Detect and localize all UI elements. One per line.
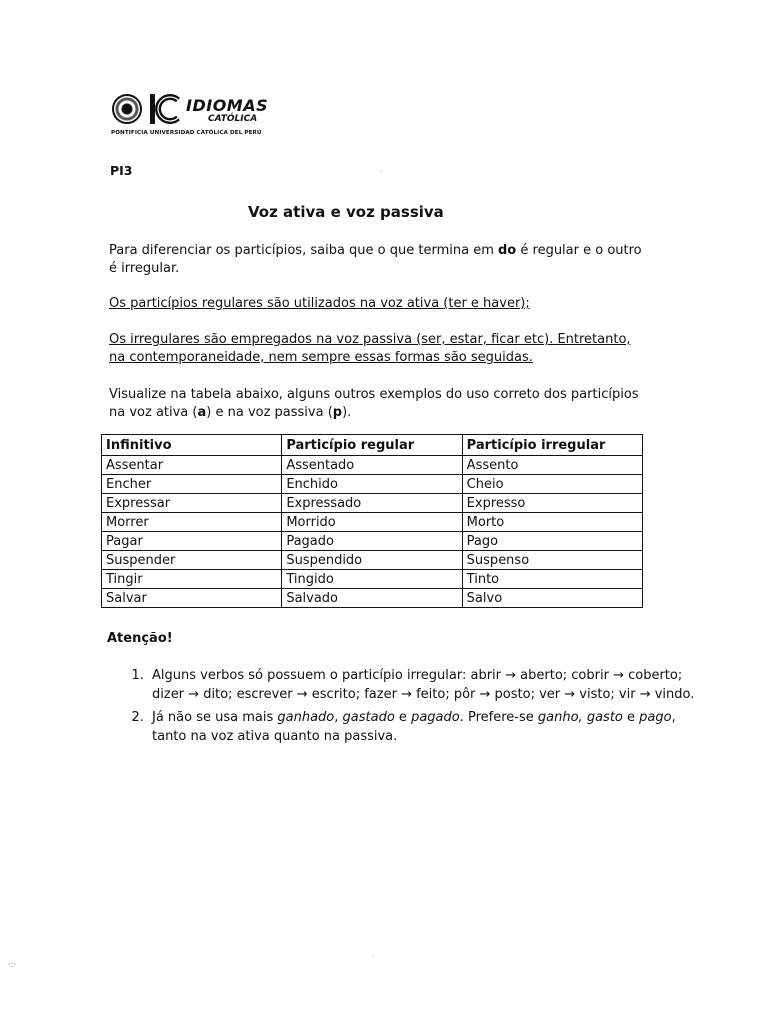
cell-infinitive: Morrer xyxy=(102,513,282,532)
table-intro-text-1: Visualize na tabela abaixo, alguns outros exemplos do uso correto dos particípios na voz ativa ( xyxy=(109,387,639,420)
cell-irregular: Morto xyxy=(462,513,642,532)
table-header-row xyxy=(102,435,643,456)
cell-regular: Pagado xyxy=(282,532,462,551)
table-row xyxy=(102,589,643,608)
cell-infinitive: Expressar xyxy=(102,494,282,513)
cell-irregular: Salvo xyxy=(462,589,642,608)
table-row xyxy=(102,513,643,532)
scan-speck: ˙ xyxy=(379,170,383,179)
irregular-participle-note: Os irregulares são empregados na voz passiva (ser, estar, ficar etc). Entretanto, na contemporaneidade, nem sempre essas formas são seguidas. xyxy=(109,332,631,365)
notes-list xyxy=(108,666,696,750)
cell-irregular: Assento xyxy=(462,456,642,475)
note-text: , xyxy=(334,710,343,725)
cell-irregular: Cheio xyxy=(462,475,642,494)
table-row xyxy=(102,456,643,475)
cell-regular: Salvado xyxy=(282,589,462,608)
intro-text-2: é regular e o outro é irregular. xyxy=(109,243,642,276)
header-infinitive: Infinitivo xyxy=(102,435,282,456)
note-text: Já não se usa mais xyxy=(152,710,278,725)
cell-infinitive: Assentar xyxy=(102,456,282,475)
scan-specks: ·:· xyxy=(8,960,16,969)
page-title: Voz ativa e voz passiva xyxy=(248,203,444,221)
note-italic: ganho, xyxy=(537,710,583,725)
table-row xyxy=(102,494,643,513)
ic-logo-icon xyxy=(148,92,182,126)
cell-infinitive: Encher xyxy=(102,475,282,494)
cell-infinitive: Salvar xyxy=(102,589,282,608)
intro-paragraph xyxy=(109,242,649,278)
header-regular: Particípio regular xyxy=(282,435,462,456)
regular-participle-note: Os particípios regulares são utilizados na voz ativa (ter e haver); xyxy=(109,296,530,311)
logo-brand-sub: CATÓLICA xyxy=(208,114,258,124)
logo-brand: IDIOMAS xyxy=(186,96,269,115)
cell-infinitive: Suspender xyxy=(102,551,282,570)
note-text: . Prefere-se xyxy=(459,710,538,725)
university-name: PONTIFICIA UNIVERSIDAD CATÓLICA DEL PERÚ xyxy=(111,130,262,136)
table-intro-paragraph xyxy=(109,386,654,422)
note-italic: gastado xyxy=(342,710,395,725)
cell-irregular: Expresso xyxy=(462,494,642,513)
table-row xyxy=(102,551,643,570)
cell-infinitive: Pagar xyxy=(102,532,282,551)
note-italic: gasto xyxy=(586,710,623,725)
cell-irregular: Tinto xyxy=(462,570,642,589)
note-italic: ganhado xyxy=(277,710,335,725)
institution-logo xyxy=(108,92,308,140)
intro-bold: do xyxy=(498,243,517,258)
scan-speck: ˙ xyxy=(371,955,375,964)
table-row xyxy=(102,475,643,494)
note-text: , tanto na voz ativa quanto na passiva. xyxy=(152,710,676,744)
note-text: e xyxy=(622,710,640,725)
active-voice-letter: a xyxy=(197,405,207,420)
cell-regular: Suspendido xyxy=(282,551,462,570)
cell-regular: Morrido xyxy=(282,513,462,532)
table-row xyxy=(102,570,643,589)
table-intro-text-3: ). xyxy=(342,405,352,420)
document-code: PI3 xyxy=(110,163,133,178)
cell-irregular: Suspenso xyxy=(462,551,642,570)
note-italic: pago xyxy=(639,710,672,725)
attention-heading: Atenção! xyxy=(107,631,173,646)
intro-text-1: Para diferenciar os particípios, saiba que o que termina em xyxy=(109,243,498,258)
table-row xyxy=(102,532,643,551)
cell-regular: Expressado xyxy=(282,494,462,513)
cell-regular: Enchido xyxy=(282,475,462,494)
header-irregular: Particípio irregular xyxy=(462,435,642,456)
note-italic: pagado xyxy=(411,710,460,725)
university-seal-icon xyxy=(112,94,142,124)
list-item xyxy=(148,708,696,746)
participles-table xyxy=(101,434,643,608)
cell-regular: Assentado xyxy=(282,456,462,475)
list-item: 1. Alguns verbos só possuem o particípio irregular: abrir → aberto; cobrir → coberto; dizer → dito; escrever → escrito; fazer → feito; pôr → posto; ver → visto; vir → vindo. xyxy=(148,666,696,704)
cell-infinitive: Tingir xyxy=(102,570,282,589)
cell-irregular: Pago xyxy=(462,532,642,551)
cell-regular: Tingido xyxy=(282,570,462,589)
note-text: e xyxy=(394,710,412,725)
passive-voice-letter: p xyxy=(332,405,343,420)
table-intro-text-2: ) e na voz passiva ( xyxy=(206,405,333,420)
